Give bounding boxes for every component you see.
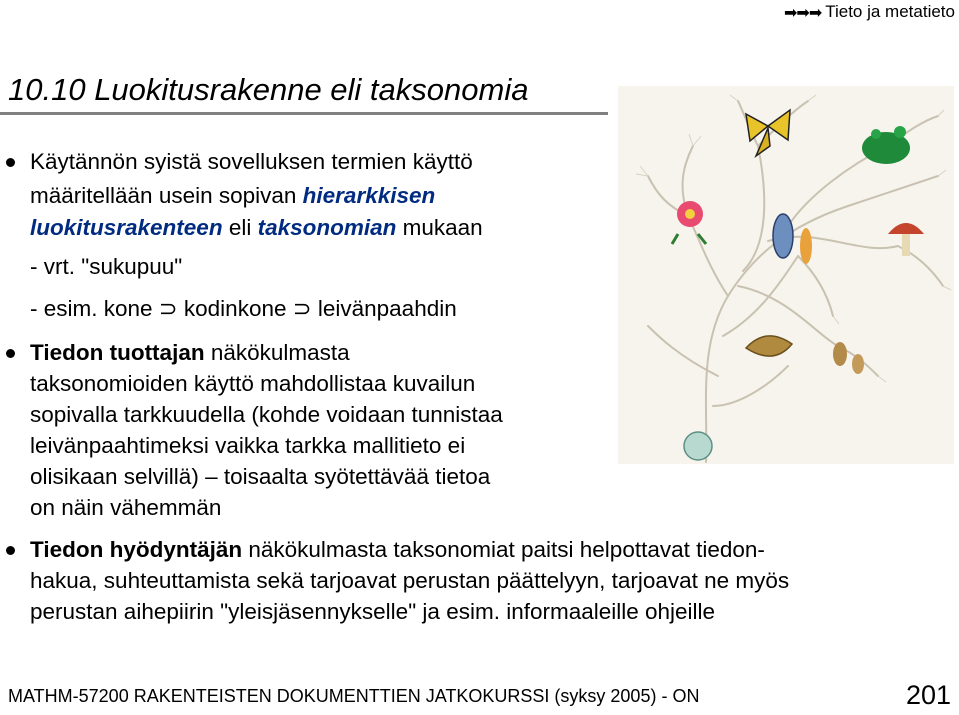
bullet-1-line-1: Käytännön syistä sovelluksen termien käyttö [30, 149, 473, 174]
bullet-2-line-4: leivänpaahtimeksi vaikka tarkka mallitieto ei [30, 433, 466, 458]
course-footer: MATHM-57200 RAKENTEISTEN DOKUMENTTIEN JATKOKURSSI (syksy 2005) - ON [8, 686, 700, 706]
bullet-3-line-3: perustan aihepiirin "yleisjäsennykselle" ja esim. informaaleille ohjeille [30, 599, 716, 624]
term-hierarkkisen: hierarkkisen [302, 183, 436, 208]
superset-icon: ⊃ [292, 296, 312, 322]
leaf-icon [746, 336, 792, 356]
bullet-3-line-2: hakua, suhteuttamista sekä tarjoavat perustan päättelyyn, tarjoavat ne myös [30, 568, 790, 593]
section-tag-label: Tieto ja metatieto [825, 2, 955, 21]
term-taksonomian: taksonomian [257, 215, 397, 240]
term-luokitusrakenteen: luokitusrakenteen [30, 215, 223, 240]
creature-icon [833, 342, 864, 374]
section-tag [784, 2, 955, 22]
bullet-dot [6, 158, 15, 167]
butterfly-icon [746, 110, 790, 156]
bullet-3-line-1: Tiedon hyödyntäjän näkökulmasta taksonomiat paitsi helpottavat tiedon- [30, 537, 765, 562]
bullet-2-line-3: sopivalla tarkkuudella (kohde voidaan tunnistaa [30, 402, 503, 427]
cell-icon [684, 432, 712, 460]
title-underline [0, 112, 608, 115]
bullet-dot [6, 349, 15, 358]
bullet-2-line-1: Tiedon tuottajan näkökulmasta [30, 340, 350, 365]
bullet-2-line-2: taksonomioiden käyttö mahdollistaa kuvailun [30, 371, 476, 396]
tree-of-life-illustration [618, 86, 954, 464]
bullet-2-line-6: on näin vähemmän [30, 495, 222, 520]
arrow-right-icon: ➡➡➡ [784, 2, 822, 22]
bullet-2-line-5: olisikaan selvillä) – toisaalta syötettävää tietoa [30, 464, 491, 489]
page-number: 201 [905, 680, 951, 710]
sub-item-sukupuu: - vrt. "sukupuu" [30, 254, 183, 279]
slide-title: 10.10 Luokitusrakenne eli taksonomia [8, 72, 529, 107]
frog-icon [862, 126, 910, 164]
polyp-icon [773, 214, 812, 264]
flower-icon [672, 201, 706, 244]
bullet-1-line-3: luokitusrakenteen eli taksonomian mukaan [30, 215, 483, 240]
bullet-dot [6, 546, 15, 555]
superset-icon: ⊃ [158, 296, 178, 322]
bullet-1-line-2: määritellään usein sopivan hierarkkisen [30, 183, 436, 208]
sub-item-example: - esim. kone ⊃ kodinkone ⊃ leivänpaahdin [30, 296, 457, 322]
mushroom-icon [888, 223, 924, 256]
